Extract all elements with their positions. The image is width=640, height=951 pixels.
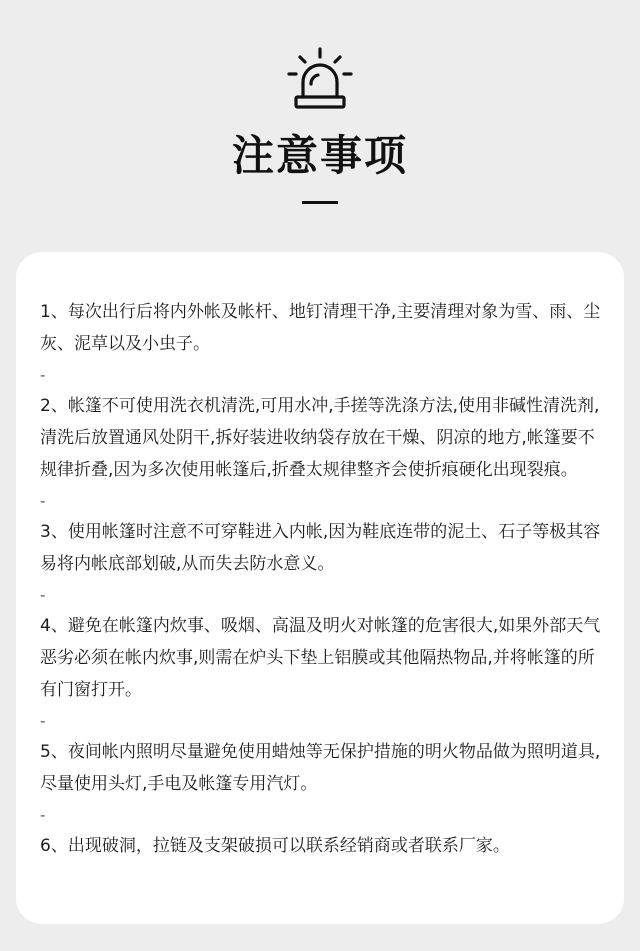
note-separator: - <box>40 492 46 510</box>
note-item: 6、出现破洞，拉链及支架破损可以联系经销商或者联系厂家。 <box>40 836 510 856</box>
note-separator: - <box>40 366 46 384</box>
title-underline <box>302 201 338 204</box>
page-title: 注意事项 <box>231 131 408 180</box>
note-item: 2、帐篷不可使用洗衣机清洗,可用水冲,手搓等洗涤方法,使用非碱性清洗剂,清洗后放置通风处阴干,拆好装进收纳袋存放在干燥、阴凉的地方,帐篷要不规律折叠,因为多次使用帐篷后,折叠太规律整齐会使折痕硬化出现裂痕。 <box>40 396 600 480</box>
note-separator: - <box>40 806 46 824</box>
notes-card <box>16 252 624 924</box>
note-separator: - <box>40 586 46 604</box>
note-item: 1、每次出行后将内外帐及帐杆、地钉清理干净,主要清理对象为雪、雨、尘灰、泥草以及小虫子。 <box>40 302 601 354</box>
note-separator: - <box>40 712 46 730</box>
note-item: 4、避免在帐篷内炊事、吸烟、高温及明火对帐篷的危害很大,如果外部天气恶劣必须在帐内炊事,则需在炉头下垫上铝膜或其他隔热物品,并将帐篷的所有门窗打开。 <box>40 616 601 700</box>
note-item: 5、夜间帐内照明尽量避免使用蜡烛等无保护措施的明火物品做为照明道具,尽量使用头灯,手电及帐篷专用汽灯。 <box>40 742 601 794</box>
note-item: 3、使用帐篷时注意不可穿鞋进入内帐,因为鞋底连带的泥土、石子等极其容易将内帐底部划破,从而失去防水意义。 <box>40 522 601 574</box>
header <box>0 0 640 250</box>
alarm-light-icon <box>286 46 354 114</box>
